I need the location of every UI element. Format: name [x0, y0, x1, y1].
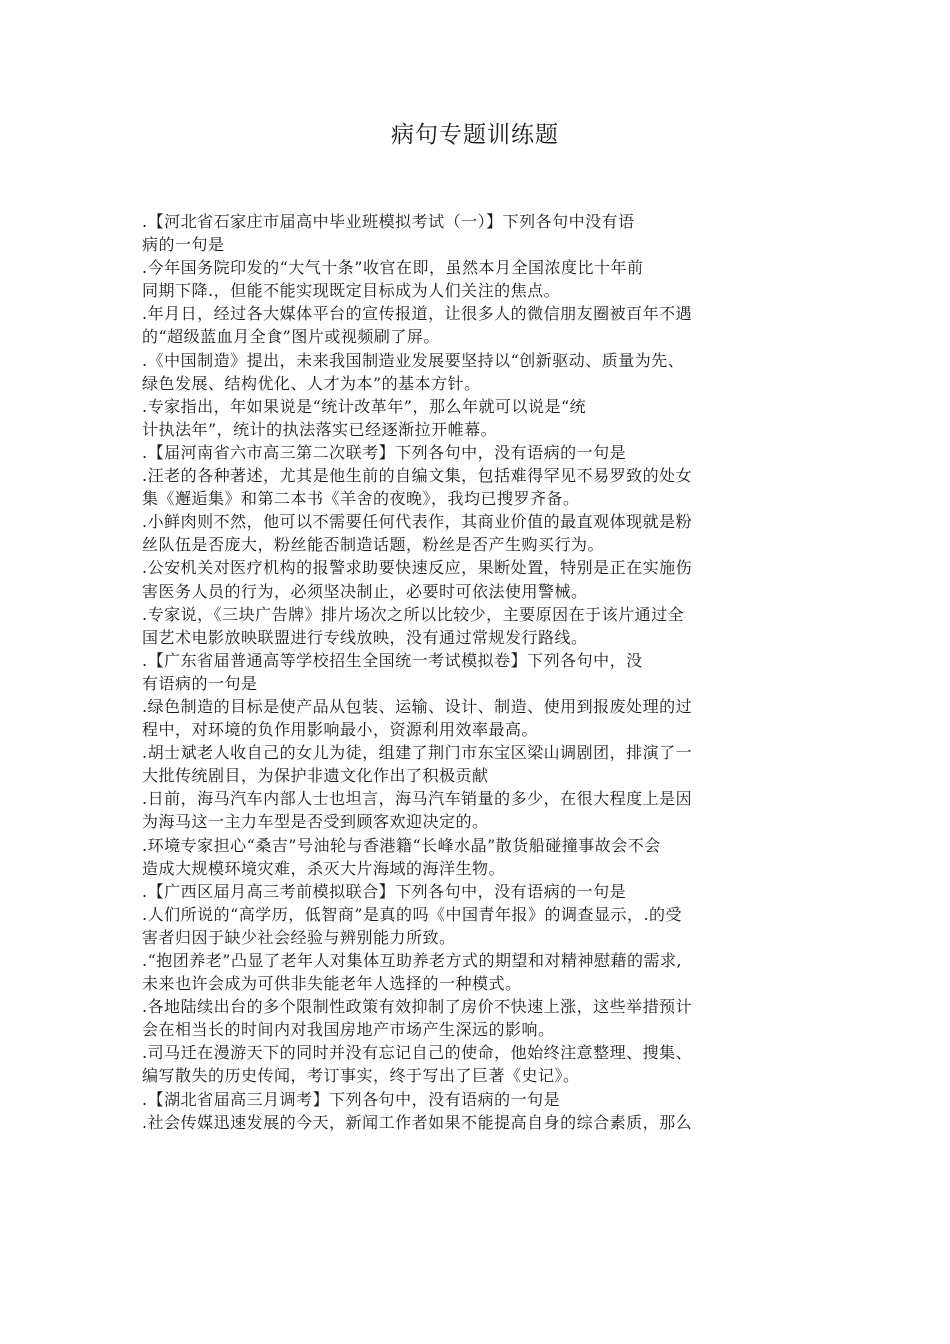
- text-line: 丝队伍是否庞大，粉丝能否制造话题，粉丝是否产生购买行为。: [142, 535, 605, 555]
- text-line: .汪老的各种著述，尤其是他生前的自编文集，包括难得罕见不易罗致的处女: [142, 466, 693, 486]
- text-line: .公安机关对医疗机构的报警求助要快速反应，果断处置，特别是正在实施伤: [142, 558, 693, 578]
- text-line: 集《邂逅集》和第二本书《羊舍的夜晚》，我均已搜罗齐备。: [142, 489, 580, 509]
- document-title: 病句专题训练题: [391, 122, 559, 148]
- text-line: 为海马这一主力车型是否受到顾客欢迎决定的。: [142, 812, 489, 832]
- text-line: .《中国制造》提出，未来我国制造业发展要坚持以“创新驱动、质量为先、: [142, 350, 685, 370]
- text-line: .人们所说的“高学历，低智商”是真的吗《中国青年报》的调查显示，.的受: [142, 904, 683, 924]
- text-line: 编写散失的历史传闻，考订事实，终于写出了巨著《史记》。: [142, 1066, 580, 1086]
- text-line: .“抱团养老”凸显了老年人对集体互助养老方式的期望和对精神慰藉的需求,: [142, 951, 683, 970]
- text-line: .【广西区届月高三考前模拟联合】下列各句中，没有语病的一句是: [142, 881, 627, 901]
- text-line: .司马迁在漫游天下的同时并没有忘记自己的使命，他始终注意整理、搜集、: [142, 1043, 693, 1063]
- text-line: .【湖北省届高三月调考】下列各句中，没有语病的一句是: [142, 1089, 561, 1109]
- text-line: .专家指出，年如果说是“统计改革年”，那么年就可以说是“统: [142, 396, 587, 416]
- text-line: 同期下降.，但能不能实现既定目标成为人们关注的焦点。: [142, 281, 561, 301]
- text-line: 害医务人员的行为，必须坚决制止，必要时可依法使用警械。: [142, 581, 588, 601]
- text-line: .今年国务院印发的“大气十条”收官在即，虽然本月全国浓度比十年前: [142, 258, 644, 278]
- text-line: .绿色制造的目标是使产品从包装、运输、设计、制造、使用到报废处理的过: [142, 696, 693, 716]
- text-line: 程中，对环境的负作用影响最小，资源利用效率最高。: [142, 720, 539, 740]
- text-line: 大批传统剧目，为保护非遗文化作出了积极贡献: [142, 766, 489, 786]
- text-line: 绿色发展、结构优化、人才为本”的基本方针。: [142, 373, 481, 393]
- text-line: .年月日，经过各大媒体平台的宣传报道，让很多人的微信朋友圈被百年不遇: [142, 304, 693, 324]
- text-line: .【届河南省六市高三第二次联考】下列各句中，没有语病的一句是: [142, 442, 627, 462]
- text-line: .专家说，《三块广告牌》排片场次之所以比较少，主要原因在于该片通过全: [142, 604, 685, 624]
- text-line: .【河北省石家庄市届高中毕业班模拟考试（一）】下列各句中没有语: [142, 212, 635, 231]
- text-line: 病的一句是: [142, 235, 225, 255]
- text-line: 害者归因于缺少社会经验与辨别能力所致。: [142, 927, 456, 947]
- text-line: 未来也许会成为可供非失能老年人选择的一种模式。: [142, 974, 522, 994]
- text-line: .胡士斌老人收自己的女儿为徒，组建了荆门市东宝区梁山调剧团，排演了一: [142, 743, 693, 763]
- text-line: .日前，海马汽车内部人士也坦言，海马汽车销量的多少，在很大程度上是因: [142, 789, 693, 809]
- text-line: 的“超级蓝血月全食”图片或视频刷了屏。: [142, 327, 440, 347]
- text-line: 会在相当长的时间内对我国房地产市场产生深远的影响。: [142, 1020, 555, 1040]
- text-line: 造成大规模环境灾难，杀灭大片海域的海洋生物。: [142, 858, 506, 878]
- text-line: 计执法年”，统计的执法落实已经逐渐拉开帷幕。: [142, 419, 498, 439]
- text-line: .环境专家担心“桑吉”号油轮与香港籍“长峰水晶”散货船碰撞事故会不会: [142, 835, 661, 855]
- text-line: .【广东省届普通高等学校招生全国统一考试模拟卷】下列各句中，没: [142, 650, 643, 670]
- text-line: 有语病的一句是: [142, 673, 258, 693]
- text-line: .社会传媒迅速发展的今天，新闻工作者如果不能提高自身的综合素质，那么: [142, 1112, 693, 1132]
- text-line: .小鲜肉则不然，他可以不需要任何代表作，其商业价值的最直观体现就是粉: [142, 512, 693, 532]
- text-line: .各地陆续出台的多个限制性政策有效抑制了房价不快速上涨，这些举措预计: [142, 997, 693, 1017]
- document-body: [142, 210, 812, 1134]
- text-line: 国艺术电影放映联盟进行专线放映，没有通过常规发行路线。: [142, 627, 588, 647]
